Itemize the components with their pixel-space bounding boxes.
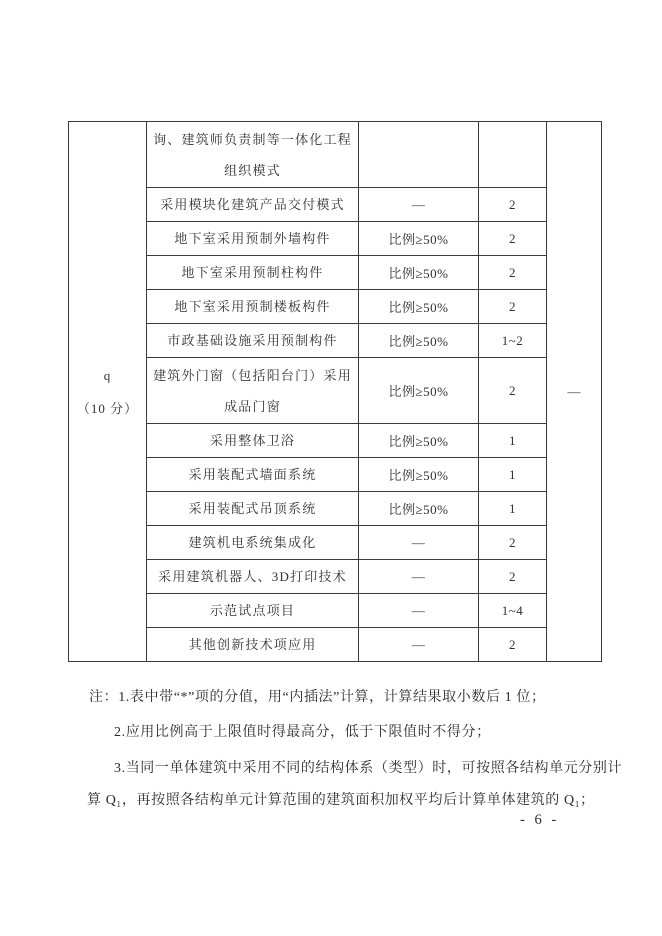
item-cell: 地下室采用预制柱构件 [147, 256, 359, 290]
group-symbol: q [103, 367, 112, 383]
requirement-cell: — [359, 628, 479, 662]
item-cell: 地下室采用预制外墙构件 [147, 222, 359, 256]
item-cell: 采用模块化建筑产品交付模式 [147, 188, 359, 222]
item-cell: 建筑外门窗（包括阳台门）采用成品门窗 [147, 358, 359, 424]
table-row [69, 290, 602, 324]
item-cell: 采用整体卫浴 [147, 424, 359, 458]
requirement-cell: 比例≥50% [359, 324, 479, 358]
criteria-score-table [68, 121, 602, 662]
note-line-4: 算 Q₁，再按照各结构单元计算范围的建筑面积加权平均后计算单体建筑的 Q₁； [87, 793, 595, 808]
group-label-cell [69, 122, 147, 662]
note-line-1: 注：1.表中带“*”项的分值，用“内插法”计算，计算结果取小数后 1 位； [89, 690, 546, 705]
score-cell: 2 [479, 290, 547, 324]
score-cell: 1 [479, 492, 547, 526]
score-cell: 2 [479, 256, 547, 290]
requirement-cell: 比例≥50% [359, 256, 479, 290]
score-cell: 2 [479, 560, 547, 594]
item-cell: 市政基础设施采用预制构件 [147, 324, 359, 358]
item-cell: 其他创新技术项应用 [147, 628, 359, 662]
item-cell: 建筑机电系统集成化 [147, 526, 359, 560]
table-row [69, 188, 602, 222]
requirement-cell [359, 122, 479, 188]
score-cell: 1~2 [479, 324, 547, 358]
table-row [69, 594, 602, 628]
page-number: - 6 - [520, 812, 560, 828]
table-row [69, 560, 602, 594]
table-row [69, 492, 602, 526]
requirement-cell: 比例≥50% [359, 358, 479, 424]
item-cell: 采用装配式吊顶系统 [147, 492, 359, 526]
score-cell: 1 [479, 424, 547, 458]
table-row [69, 526, 602, 560]
table-row [69, 256, 602, 290]
note-line-2: 2.应用比例高于上限值时得最高分，低于下限值时不得分； [114, 725, 491, 740]
table-row [69, 122, 602, 188]
group-score: （10 分） [76, 400, 139, 416]
merged-dash-cell: — [547, 122, 602, 662]
requirement-cell: 比例≥50% [359, 492, 479, 526]
requirement-cell: 比例≥50% [359, 424, 479, 458]
score-cell [479, 122, 547, 188]
score-cell: 2 [479, 628, 547, 662]
score-cell: 2 [479, 188, 547, 222]
item-cell: 示范试点项目 [147, 594, 359, 628]
scoring-table-container [68, 121, 601, 662]
score-cell: 1~4 [479, 594, 547, 628]
table-row [69, 222, 602, 256]
score-cell: 1 [479, 458, 547, 492]
requirement-cell: 比例≥50% [359, 458, 479, 492]
requirement-cell: 比例≥50% [359, 222, 479, 256]
score-cell: 2 [479, 222, 547, 256]
requirement-cell: — [359, 560, 479, 594]
note-line-3: 3.当同一单体建筑中采用不同的结构体系（类型）时，可按照各结构单元分别计 [114, 761, 623, 776]
score-cell: 2 [479, 358, 547, 424]
item-cell: 采用建筑机器人、3D打印技术 [147, 560, 359, 594]
requirement-cell: — [359, 526, 479, 560]
requirement-cell: — [359, 594, 479, 628]
requirement-cell: 比例≥50% [359, 290, 479, 324]
table-row [69, 628, 602, 662]
item-cell: 地下室采用预制楼板构件 [147, 290, 359, 324]
table-row [69, 458, 602, 492]
score-cell: 2 [479, 526, 547, 560]
requirement-cell: — [359, 188, 479, 222]
table-row [69, 424, 602, 458]
table-row [69, 324, 602, 358]
item-cell: 询、建筑师负责制等一体化工程组织模式 [147, 122, 359, 188]
table-row [69, 358, 602, 424]
item-cell: 采用装配式墙面系统 [147, 458, 359, 492]
